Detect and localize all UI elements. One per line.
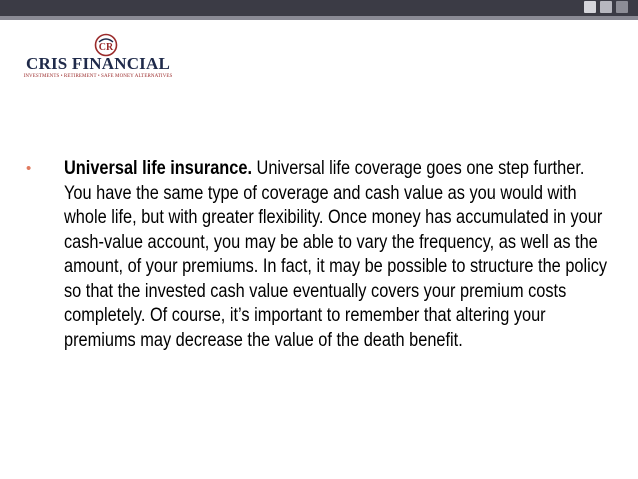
company-logo — [12, 33, 184, 81]
decor-square-3 — [616, 1, 628, 13]
top-bar-accent — [0, 16, 638, 20]
top-bar — [0, 0, 638, 16]
bullet-marker: • — [26, 160, 32, 177]
decor-square-1 — [584, 1, 596, 13]
bullet-body: Universal life coverage goes one step further. You have the same type of coverage and cash value as you would with whole life, but with greater flexibility. Once money has accumulated in your cash-value account, you may be able to vary the frequency, as well as the amount, of your premiums. In fact, it may be possible to structure the policy so that the invested cash value eventually covers your premium costs completely. Of course, it’s important to remember that altering your premiums may decrease the value of the death benefit. — [64, 158, 608, 351]
decor-square-2 — [600, 1, 612, 13]
logo-monogram: CR — [98, 42, 114, 53]
bullet-lead: Universal life insurance. — [64, 158, 252, 179]
bullet-paragraph — [64, 157, 609, 353]
logo-tagline: INVESTMENTS • RETIREMENT • SAFE MONEY ALTERNATIVES — [23, 74, 173, 79]
logo-name: CRIS FINANCIAL — [25, 54, 170, 73]
